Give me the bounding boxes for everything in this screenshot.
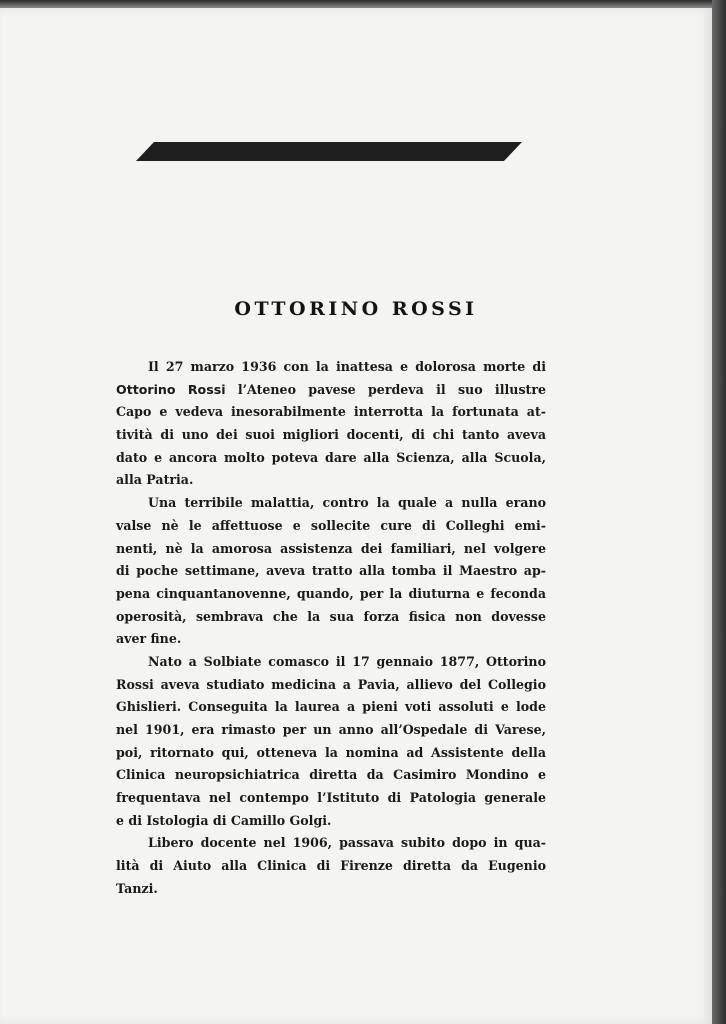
- text-line: [116, 855, 546, 878]
- person-name: Ottorino Rossi: [116, 381, 226, 397]
- text-line: [116, 651, 546, 674]
- text-line: [116, 742, 546, 765]
- page-sheet: [0, 8, 712, 1024]
- text-line: [116, 810, 546, 833]
- line-text: Nato a Solbiate comasco il 17 gennaio 1877, Ottorino: [148, 653, 546, 669]
- text-line: [116, 447, 546, 470]
- paragraph: [116, 492, 546, 651]
- text-line: [116, 878, 546, 901]
- line-text: dato e ancora molto poteva dare alla Scienza, alla Scuola,: [116, 449, 546, 465]
- line-text: Rossi aveva studiato medicina a Pavia, allievo del Collegio: [116, 676, 546, 692]
- paragraph: [116, 832, 546, 900]
- page-title: OTTORINO ROSSI: [234, 298, 478, 320]
- text-line: [116, 583, 546, 606]
- text-line: [116, 787, 546, 810]
- line-text: aver fine.: [116, 631, 182, 647]
- text-line: [116, 515, 546, 538]
- text-line: [116, 492, 546, 515]
- text-line: [116, 719, 546, 742]
- article-body: [116, 356, 546, 901]
- text-line: [116, 674, 546, 697]
- line-text: nel 1901, era rimasto per un anno all’Ospedale di Varese,: [116, 722, 546, 737]
- mourning-band: [136, 142, 522, 161]
- line-text: l’Ateneo pavese perdeva il suo illustre: [225, 381, 546, 397]
- line-text: frequentava nel contempo l’Istituto di Patologia generale: [116, 790, 546, 806]
- line-text: Ghislieri. Conseguita la laurea a pieni voti assoluti e lode: [116, 699, 546, 715]
- line-text: tività di uno dei suoi migliori docenti, di chi tanto aveva: [116, 427, 546, 443]
- line-text: Una terribile malattia, contro la quale a nulla erano: [148, 495, 546, 511]
- text-line: [116, 538, 546, 561]
- line-text: operosità, sembrava che la sua forza fisica non dovesse: [116, 608, 546, 624]
- text-line: [116, 401, 546, 424]
- line-text: di poche settimane, aveva tratto alla tomba il Maestro ap-: [116, 563, 546, 579]
- paragraph: [116, 356, 546, 492]
- line-text: poi, ritornato qui, otteneva la nomina ad Assistente della: [116, 744, 546, 760]
- scan-top-edge: [0, 0, 726, 8]
- line-text: Capo e vedeva inesorabilmente interrotta la fortunata at-: [116, 404, 546, 420]
- text-line: [116, 606, 546, 629]
- text-line: [116, 560, 546, 583]
- scan-right-edge: [712, 0, 726, 1024]
- text-line: [116, 764, 546, 787]
- paragraph: [116, 651, 546, 833]
- line-text: pena cinquantanovenne, quando, per la diuturna e feconda: [116, 585, 546, 601]
- text-line: [116, 832, 546, 855]
- line-text: nenti, nè la amorosa assistenza dei familiari, nel volgere: [116, 540, 546, 556]
- text-line: [116, 696, 546, 719]
- line-text: Tanzi.: [116, 880, 158, 896]
- text-line: [116, 628, 546, 651]
- line-text: Clinica neuropsichiatrica diretta da Casimiro Mondino e: [116, 767, 546, 783]
- text-line: [116, 469, 546, 492]
- text-line: [116, 356, 546, 379]
- text-line: [116, 424, 546, 447]
- line-text: e di Istologia di Camillo Golgi.: [116, 812, 332, 828]
- line-text: Il 27 marzo 1936 con la inattesa e dolorosa morte di: [148, 359, 546, 374]
- line-text: alla Patria.: [116, 472, 194, 488]
- line-text: Libero docente nel 1906, passava subito dopo in qua-: [148, 835, 546, 851]
- text-line: [116, 379, 546, 402]
- line-text: valse nè le affettuose e sollecite cure di Colleghi emi-: [116, 517, 546, 533]
- line-text: lità di Aiuto alla Clinica di Firenze diretta da Eugenio: [116, 858, 546, 874]
